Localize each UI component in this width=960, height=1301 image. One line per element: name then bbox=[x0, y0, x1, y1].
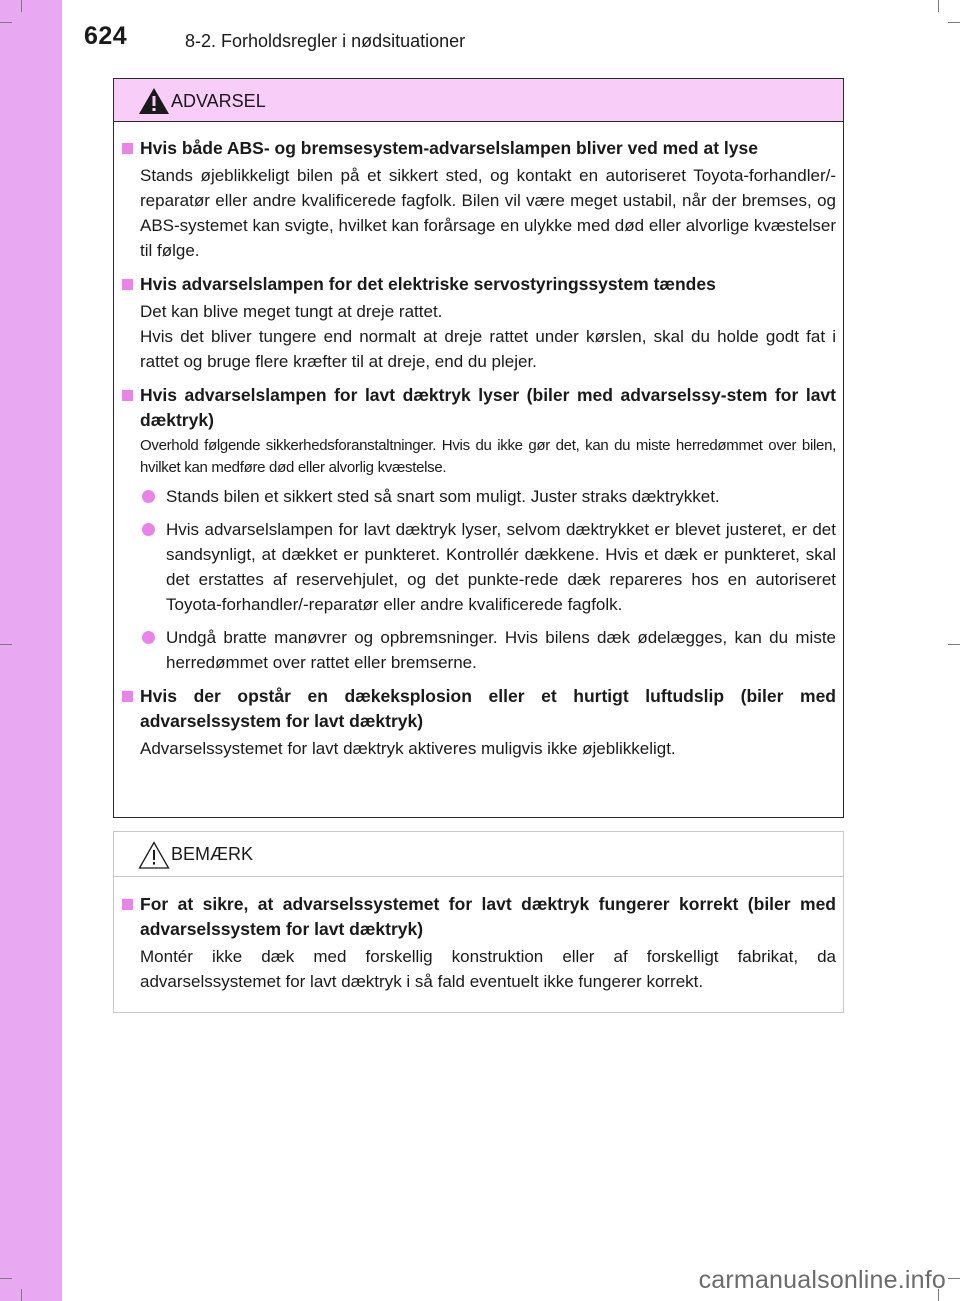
crop-mark bbox=[948, 22, 960, 23]
item-heading bbox=[122, 383, 836, 433]
crop-mark bbox=[0, 1278, 12, 1279]
sub-bullet-text: Hvis advarselslampen for lavt dæktryk lyser, selvom dæktrykket er blevet justeret, er det sandsynligt, at dækket er punkteret. Kontrollér dækkene. Hvis et dæk er punkteret, skal det erstattes af reservehjulet, og det punkte-rede dæk repareres hos en autoriseret Toyota-forhandler/-reparatør eller andre kvalificerede fagfolk. bbox=[166, 520, 836, 614]
item-heading-text: Hvis advarselslampen for det elektriske servostyringssystem tændes bbox=[140, 274, 716, 294]
warning-item bbox=[122, 272, 836, 374]
warning-label: ADVARSEL bbox=[171, 91, 266, 111]
item-text: Advarselssystemet for lavt dæktryk aktiveres muligvis ikke øjeblikkeligt. bbox=[140, 739, 676, 758]
round-bullet-icon bbox=[142, 490, 155, 503]
square-bullet-icon bbox=[122, 143, 133, 154]
watermark: carmanualsonline.info bbox=[698, 1266, 946, 1294]
sub-bullet bbox=[122, 517, 836, 617]
notice-body bbox=[114, 877, 843, 994]
square-bullet-icon bbox=[122, 390, 133, 401]
square-bullet-icon bbox=[122, 279, 133, 290]
sub-bullet bbox=[122, 484, 836, 509]
crop-mark bbox=[948, 644, 960, 645]
round-bullet-icon bbox=[142, 523, 155, 536]
round-bullet-icon bbox=[142, 631, 155, 644]
item-heading bbox=[122, 892, 836, 942]
crop-mark bbox=[21, 0, 22, 12]
sub-bullet bbox=[122, 625, 836, 675]
warning-header bbox=[114, 79, 843, 122]
notice-item bbox=[122, 892, 836, 994]
crop-mark bbox=[938, 0, 939, 12]
item-text: Hvis det bliver tungere end normalt at dreje rattet under kørslen, skal du holde godt fat i rattet og bruge flere kræfter til at dreje, end du plejer. bbox=[140, 327, 836, 371]
sub-bullet-text: Undgå bratte manøvrer og opbremsninger. Hvis bilens dæk ødelægges, kan du miste herredømmet over rattet eller bremserne. bbox=[166, 628, 836, 672]
side-color-band bbox=[0, 0, 62, 1301]
crop-mark bbox=[21, 1289, 22, 1301]
item-heading bbox=[122, 272, 836, 297]
item-heading-text: Hvis der opstår en dækeksplosion eller et hurtigt luftudslip (biler med advarselssystem for lavt dæktryk) bbox=[140, 686, 836, 731]
page-number: 624 bbox=[84, 22, 128, 50]
item-heading-text: Hvis både ABS- og bremsesystem-advarselslampen bliver ved med at lyse bbox=[140, 138, 758, 158]
item-heading-text: For at sikre, at advarselssystemet for lavt dæktryk fungerer korrekt (biler med advarselssystem for lavt dæktryk) bbox=[140, 894, 836, 939]
crop-mark bbox=[0, 644, 12, 645]
notice-box bbox=[113, 831, 844, 1013]
item-text: Stands øjeblikkeligt bilen på et sikkert sted, og kontakt en autoriseret Toyota-forhandler/-reparatør eller andre kvalificerede fagfolk. Bilen vil være meget ustabil, når der bremses, og ABS-systemet kan svigte, hvilket kan forårsage en ulykke med død eller alvorlige kvæstelser til følge. bbox=[140, 166, 836, 260]
item-text: Overhold følgende sikkerhedsforanstaltninger. Hvis du ikke gør det, kan du miste herredømmet over bilen, hvilket kan medføre død eller alvorlig kvæstelse. bbox=[140, 437, 836, 476]
item-heading bbox=[122, 684, 836, 734]
warning-box bbox=[113, 78, 844, 818]
section-title: 8-2. Forholdsregler i nødsituationer bbox=[185, 31, 466, 51]
warning-item bbox=[122, 383, 836, 675]
item-heading-text: Hvis advarselslampen for lavt dæktryk lyser (biler med advarselssy-stem for lavt dæktryk) bbox=[140, 385, 836, 430]
notice-header bbox=[114, 832, 843, 877]
warning-triangle-icon bbox=[138, 87, 170, 115]
item-text: Montér ikke dæk med forskellig konstruktion eller af forskelligt fabrikat, da advarselssystemet for lavt dæktryk i så fald eventuelt ikke fungerer korrekt. bbox=[140, 947, 836, 991]
warning-item bbox=[122, 684, 836, 761]
warning-item bbox=[122, 136, 836, 263]
square-bullet-icon bbox=[122, 691, 133, 702]
crop-mark bbox=[0, 22, 12, 23]
item-heading bbox=[122, 136, 836, 161]
sub-bullet-text: Stands bilen et sikkert sted så snart som muligt. Juster straks dæktrykket. bbox=[166, 487, 720, 506]
warning-body bbox=[114, 122, 843, 761]
caution-triangle-icon bbox=[138, 841, 170, 869]
square-bullet-icon bbox=[122, 899, 133, 910]
item-text: Det kan blive meget tungt at dreje rattet. bbox=[140, 302, 443, 321]
crop-mark bbox=[948, 1278, 960, 1279]
notice-label: BEMÆRK bbox=[171, 844, 254, 864]
